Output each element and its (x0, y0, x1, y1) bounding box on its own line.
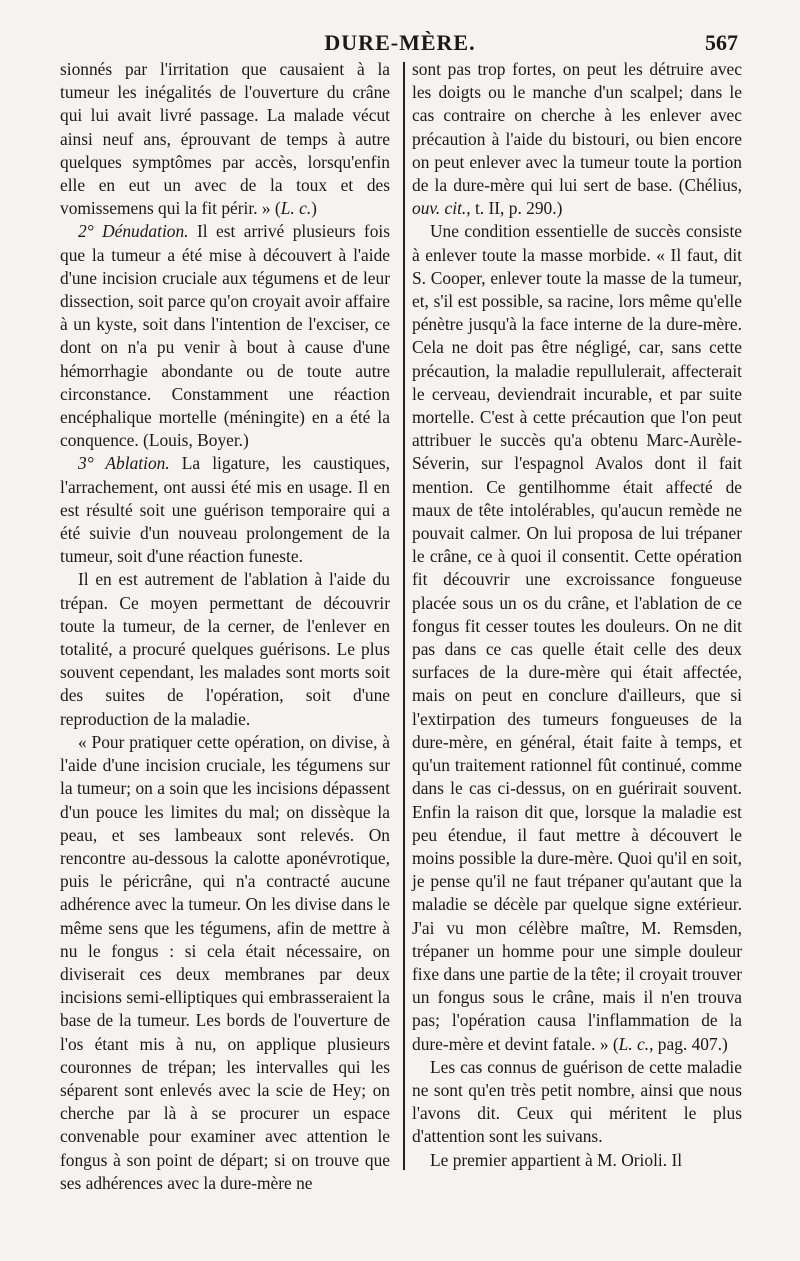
paragraph-text: La ligature, les caustiques, l'arrachement, ont aussi été mis en usage. Il en est résulté soit une guérison temporaire qui a été suivie d'un nouveau prolongement de la tumeur, soit d'une réaction funeste. (60, 453, 390, 567)
paragraph (412, 1056, 742, 1149)
citation-em: L. c. (280, 198, 312, 219)
paragraph (412, 220, 742, 1055)
paragraph-text: Une condition essentielle de succès consiste à enlever toute la masse morbide. « Il faut, dit S. Cooper, enlever toute la masse de la tumeur, et, s'il est possible, sa racine, lors même qu'elle pénètre jusqu'à la face interne de la dure-mère. Cela ne doit pas être négligé, car, sans cette précaution, la maladie repullulerait, affecterait le cerveau, deviendrait incurable, et par suite mortelle. C'est à cette précaution que l'on peut attribuer le succès qu'a obtenu Marc-Aurèle-Séverin, sur l'espagnol Avalos dont il fait mention. Ce gentilhomme était affecté de maux de tête intolérables, qu'aucun remède ne pouvait calmer. On lui proposa de lui trépaner le crâne, ce à quoi il consentit. Cette opération fit découvrir une excroissance fongueuse placée sous un os du crâne, et l'ablation de ce fongus fit cesser toutes les douleurs. On ne dit pas dans ce cas quelle était celle des deux surfaces de la dure-mère qui était affectée, mais on peut en conclure d'ailleurs, que si l'extirpation des tumeurs fongueuses de la dure-mère, en général, était faite à temps, et qu'un traitement rationnel fût continué, comme dans le cas ci-dessus, on en guérirait souvent. Enfin la raison dit que, lorsque la maladie est peu étendue, il faut mettre à découvert le moins possible la dure-mère. Quoi qu'il en soit, je pense qu'il ne faut trépaner qu'autant que la maladie se décèle par quelque signe extérieur. J'ai vu mon célèbre maître, M. Remsden, trépaner un homme pour une simple douleur fixe dans une partie de la tête; il croyait trouver un fongus sous le crâne, mais il n'en trouva pas; l'opération causa l'inflammation de la dure-mère et devint fatale. » ( (412, 221, 742, 1054)
paragraph (412, 58, 742, 220)
paragraph-text: Les cas connus de guérison de cette maladie ne sont qu'en très petit nombre, ainsi que nous l'avons dit. Ceux qui méritent le plus d'attention sont les suivans. (412, 1056, 742, 1147)
citation-em: ouv. cit. (412, 198, 467, 219)
citation-em: L. c. (618, 1033, 650, 1054)
paragraph-text: Le premier appartient à M. Orioli. Il (430, 1149, 683, 1170)
paragraph-text: sont pas trop fortes, on peut les détruire avec les doigts ou le manche d'un scalpel; dans le cas contraire on cherche à les enlever avec précaution à l'aide du bistouri, ou bien encore on peut enlever avec la tumeur toute la portion de la dure-mère qui lui sert de base. (Chélius, (412, 59, 742, 196)
column-divider (403, 62, 405, 1170)
page-title: DURE-MÈRE. (324, 30, 476, 55)
paragraph-text: sionnés par l'irritation que causaient à la tumeur les inégalités de l'ouverture du crâne qui lui avait livré passage. La malade vécut ainsi neuf ans, éprouvant de temps à autre quelques symptômes par accès, lorsqu'enfin elle en eut un avec de la toux et des vomissemens qui la fit périr. » (L. c.) (60, 59, 390, 219)
paragraph-text: , t. II, p. 290.) (466, 198, 563, 219)
paragraph (60, 220, 390, 452)
paragraph (60, 58, 390, 220)
left-column (60, 58, 390, 1195)
paragraph (60, 452, 390, 568)
section-heading: 2° Dénudation. (78, 221, 189, 242)
paragraph-text: Il est arrivé plusieurs fois que la tumeur a été mise à découvert à l'aide d'une incision cruciale aux tégumens et de leur dissection, soit parce qu'on croyait avoir affaire à un kyste, soit dans l'intention de l'exciser, ce dont on n'a pu venir à bout à cause d'une hémorrhagie abondante ou de toute autre circonstance. Constamment une réaction encéphalique mortelle (méningite) en a été la conquence. (Louis, Boyer.) (60, 221, 390, 451)
section-heading: 3° Ablation. (78, 453, 170, 474)
running-header (0, 30, 800, 56)
right-column (412, 58, 742, 1172)
paragraph (60, 568, 390, 730)
page-number: 567 (705, 30, 738, 55)
paragraph-text: , pag. 407.) (649, 1033, 728, 1054)
paragraph-text: Il en est autrement de l'ablation à l'aide du trépan. Ce moyen permettant de découvrir toute la tumeur, de la cerner, de l'enlever en totalité, a procuré quelques guérisons. Le plus souvent cependant, les malades sont morts soit des suites de l'opération, soit d'une reproduction de la maladie. (60, 569, 390, 729)
paragraph-text: « Pour pratiquer cette opération, on divise, à l'aide d'une incision cruciale, les tégumens sur la tumeur; on a soin que les incisions dépassent d'un pouce les limites du mal; on dissèque la peau, et ses lambeaux sont relevés. On rencontre au-dessous la calotte aponévrotique, puis le péricrâne, qui n'a contracté aucune adhérence avec la tumeur. On les divise dans le même sens que les tégumens, afin de mettre à nu le fongus : si cela était nécessaire, on diviserait ces deux membranes par deux incisions semi-elliptiques qui embrasseraient la base de la tumeur. Les bords de l'ouverture de l'os étant mis à nu, on applique plusieurs couronnes de trépan; les intervalles qui les séparent sont enlevés avec la scie de Hey; on cherche par là à se procurer un espace convenable pour examiner avec attention le fongus à son point de départ; si on trouve que ses adhérences avec la dure-mère ne (60, 731, 390, 1193)
paragraph (60, 731, 390, 1195)
paragraph (412, 1149, 742, 1172)
